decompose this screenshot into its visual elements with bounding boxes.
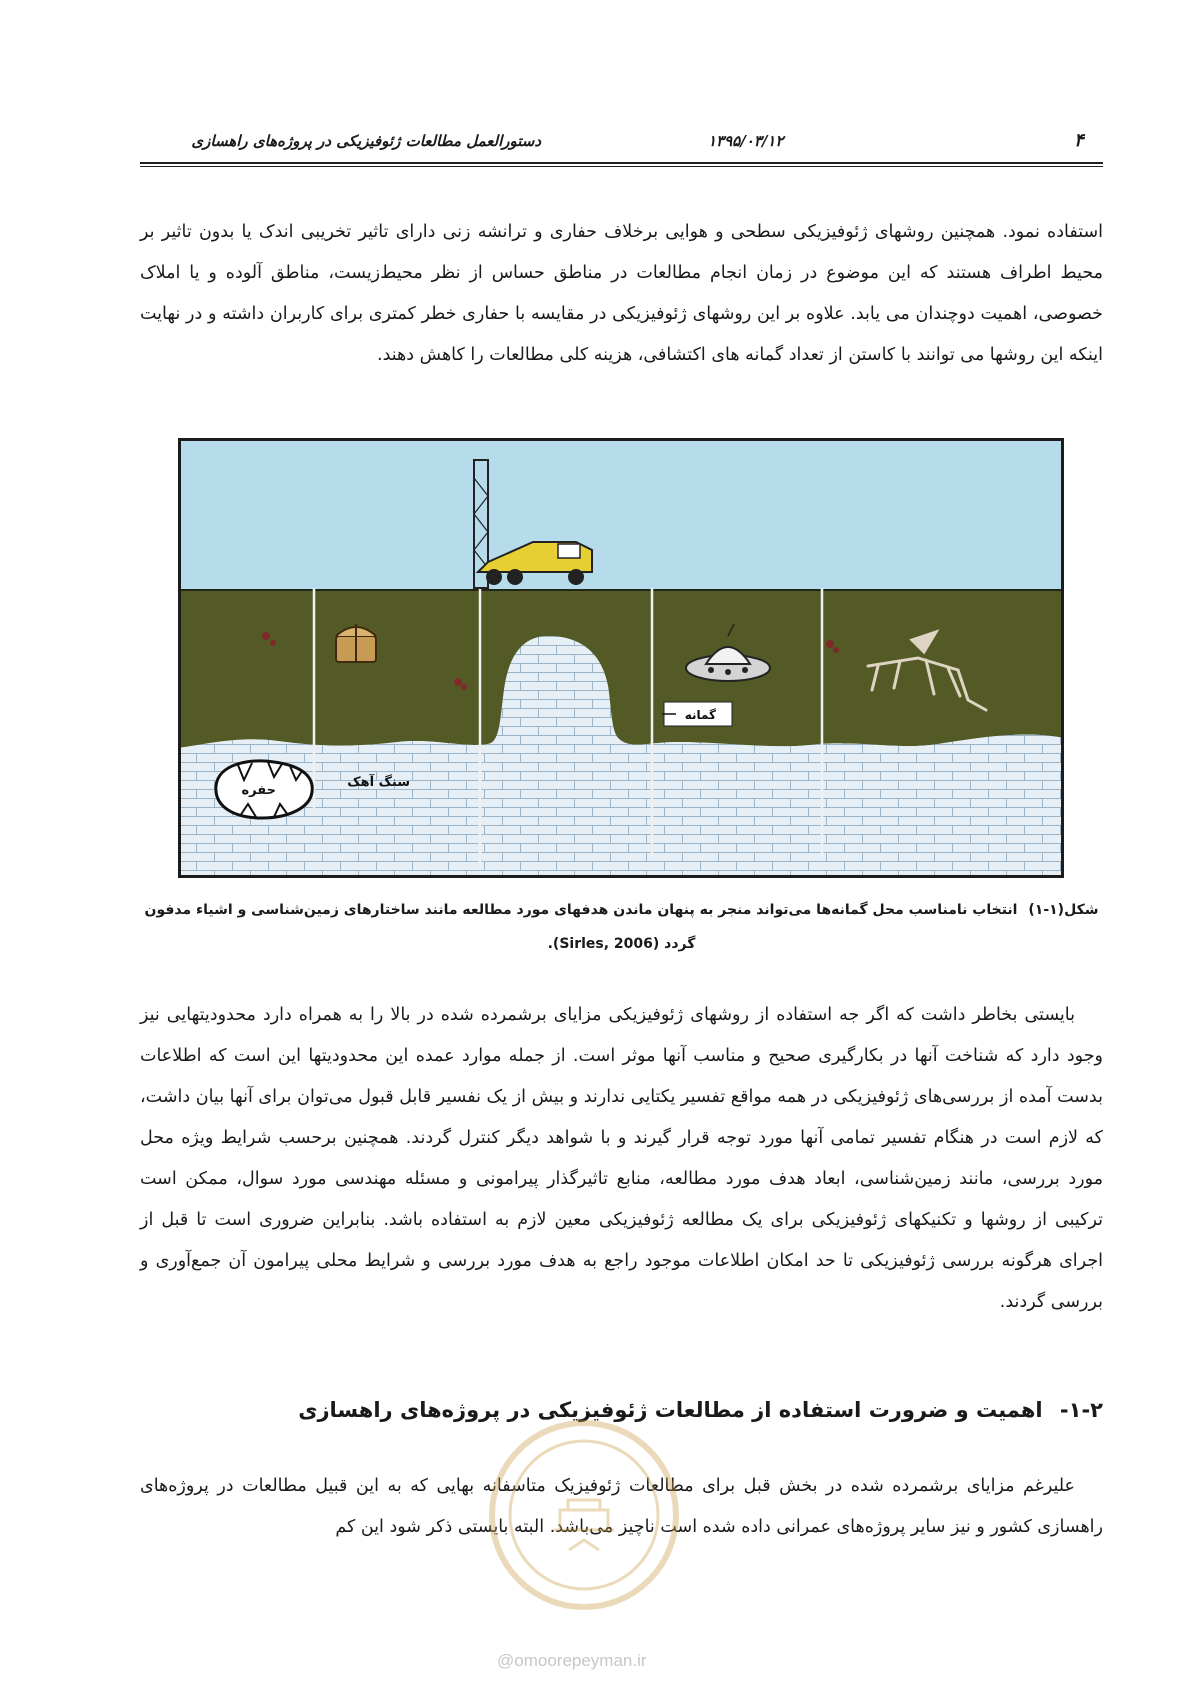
seal-watermark (484, 1410, 684, 1620)
section-number: ۱-۲- (1059, 1398, 1103, 1422)
cavity-label: حفره (241, 783, 276, 798)
borehole-label: گمانه (684, 708, 716, 722)
header-rule-thin (140, 166, 1103, 167)
page-header (140, 126, 1103, 158)
body-paragraph-1: استفاده نمود. همچنین روشهای ژئوفیزیکی سطحی و هوایی برخلاف حفاری و ترانشه زنی دارای تاثیر تخریبی اندک یا بدون تاثیر بر محیط اطراف هستند که این موضوع در زمان انجام مطالعات در مناطق حساس از نظر محیط‌زیست، مناطق آلوده و یا املاک خصوصی، اهمیت دوچندان می یابد. علاوه بر این روشهای ژئوفیزیکی در مقایسه با حفاری خطر کمتری برای کاربران داشته و در نهایت اینکه این روشها می توانند با کاستن از تعداد گمانه های اکتشافی، هزینه کلی مطالعات را کاهش دهند. (140, 222, 1103, 365)
soil-layer (178, 590, 1064, 748)
header-rule (140, 162, 1103, 164)
header-title: دستورالعمل مطالعات ژئوفیزیکی در پروژه‌های راهسازی (191, 132, 541, 150)
section-title: اهمیت و ضرورت استفاده از مطالعات ژئوفیزیکی در پروژه‌های راهسازی (298, 1398, 1043, 1422)
page-number: ۴ (1074, 130, 1084, 151)
site-watermark: @omoorepeyman.ir (497, 1651, 647, 1670)
body-paragraph-2: بایستی بخاطر داشت که اگر جه استفاده از روشهای ژئوفیزیکی مزایای برشمرده شده در بالا را به همراه دارد محدودیتهایی نیز وجود دارد که شناخت آنها در بکارگیری صحیح و مناسب آنها موثر است. از جمله موارد عمده این محدودیتها این است که اطلاعات بدست آمده از بررسی‌های ژئوفیزیکی در همه مواقع تفسیر یکتایی ندارند و بیش از یک نفسیر قابل قبول می‌توان برای آنها بیان داشت، که لازم است در هنگام تفسیر تمامی آنها مورد توجه قرار گیرند و با شواهد دیگر کنترل گردند. همچنین برحسب شرایط ویژه محل مورد بررسی، مانند زمین‌شناسی، ابعاد هدف مورد مطالعه، منابع تاثیرگذار پیرامونی و مسئله مهندسی مورد سوال، ممکن است ترکیبی از روشها و تکنیکهای ژئوفیزیکی برای یک مطالعه ژئوفیزیکی معین لازم به استفاده باشد. بنابراین ضروری است تا قبل از اجرای هرگونه بررسی ژئوفیزیکی تا حد امکان اطلاعات موجود راجع به هدف مورد بررسی و شرایط محلی پیرامون آن جمع‌آوری و بررسی گردند. (140, 1005, 1103, 1312)
caption-number: شکل(۱-۱) (1028, 902, 1099, 918)
header-date: ۱۳۹۵/۰۳/۱۲ (708, 132, 784, 150)
body-paragraph-3: علیرغم مزایای برشمرده شده در بخش قبل برای مطالعات ژئوفیزیک متاسفانه بهایی که به این قبیل مطالعات در پروژه‌های راهسازی کشور و نیز سایر پروژه‌های عمرانی داده شده است ناچیز می‌باشد. البته بایستی ذکر شود این کم (140, 1476, 1103, 1537)
caption-text: انتخاب نامناسب محل گمانه‌ها می‌تواند منجر به پنهان ماندن هدفهای مورد مطالعه مانند ساختارهای زمین‌شناسی و اشیاء مدفون گردد (Sirles, 2006). (144, 902, 1018, 952)
borehole-label-group (662, 702, 732, 726)
figure-borehole-diagram (178, 438, 1064, 878)
limestone-label: سنگ آهک (347, 775, 410, 790)
figure-caption (140, 893, 1103, 961)
